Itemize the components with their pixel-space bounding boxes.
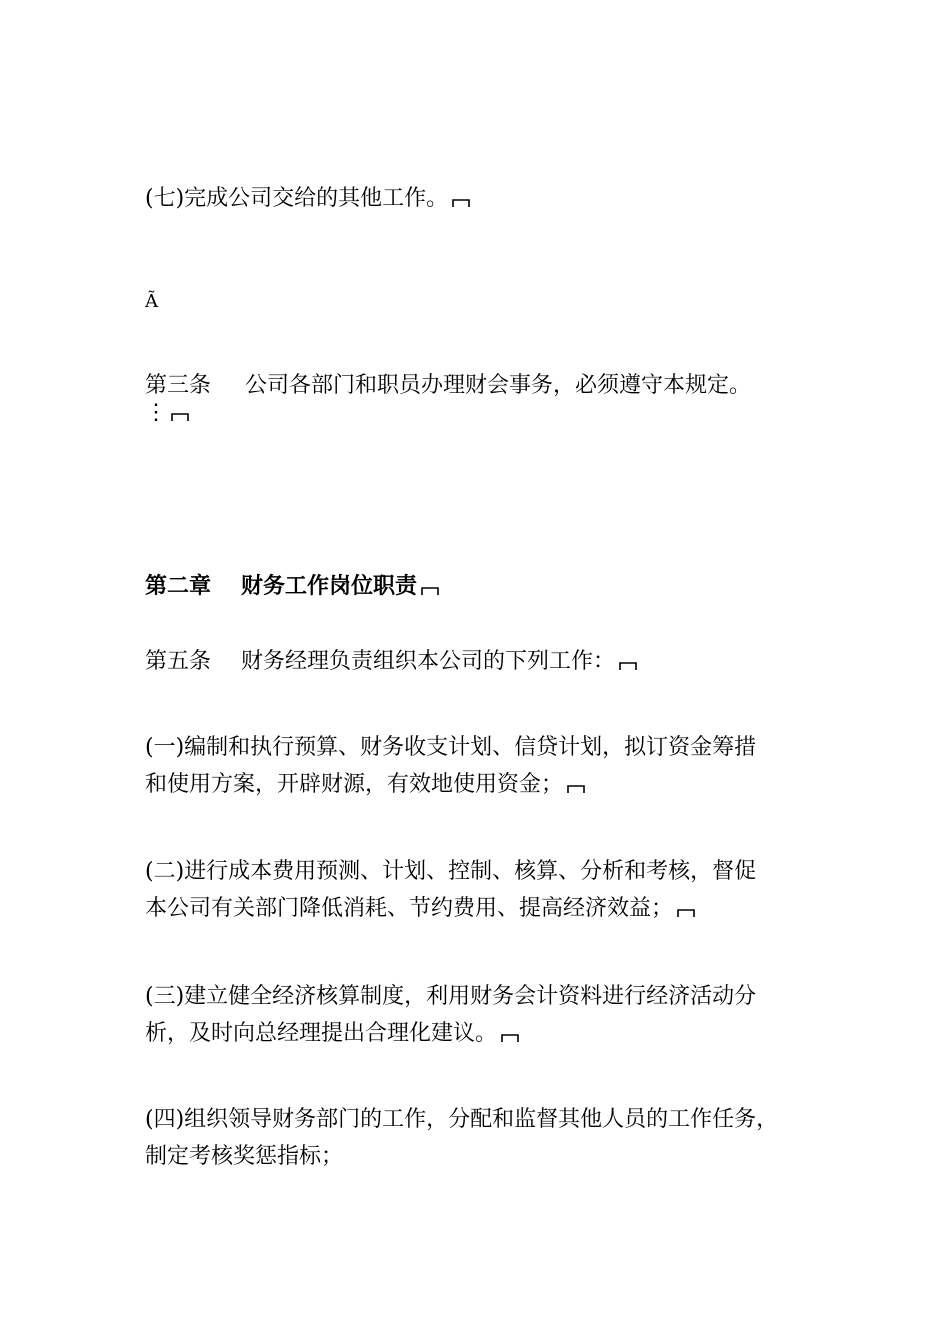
item-one-line-1 — [145, 735, 756, 761]
item-one-line-2 — [145, 772, 585, 798]
item-text: 制定考核奖惩指标； — [145, 1144, 344, 1169]
paragraph-mark-icon — [501, 1032, 519, 1042]
paragraph-mark-icon — [567, 783, 585, 793]
paragraph-mark-icon — [421, 585, 439, 595]
item-three-line-1 — [145, 984, 756, 1010]
item-four-line-2 — [145, 1144, 343, 1170]
item-text: 析，及时向总经理提出合理化建议。 — [145, 1021, 498, 1046]
paragraph-mark-icon — [452, 197, 470, 207]
chapter-title: 财务工作岗位职责 — [241, 573, 418, 599]
paragraph-mark-icon — [677, 907, 695, 917]
article-number: 第三条 — [145, 373, 212, 398]
item-text: 和使用方案，开辟财源，有效地使用资金； — [145, 772, 564, 797]
paragraph-text: (七)完成公司交给的其他工作。 — [145, 186, 449, 211]
item-text: (二)进行成本费用预测、计划、控制、核算、分析和考核，督促 — [145, 859, 757, 884]
item-three-line-2 — [145, 1021, 519, 1047]
article-five — [145, 649, 637, 675]
paragraph-seven — [145, 186, 470, 212]
chapter-number: 第二章 — [145, 573, 212, 599]
article-text: 财务经理负责组织本公司的下列工作： — [241, 649, 616, 674]
stray-glyph-text: Ã — [145, 291, 158, 312]
stray-glyph — [145, 289, 158, 315]
item-two-line-1 — [145, 859, 756, 885]
article-text: 公司各部门和职员办理财会事务，必须遵守本规定。 — [245, 373, 752, 398]
item-text: (四)组织领导财务部门的工作，分配和监督其他人员的工作任务， — [145, 1107, 779, 1132]
paragraph-mark-icon — [171, 411, 189, 421]
article-three-marks — [145, 400, 189, 426]
ellipsis-text: ⋮ — [145, 400, 167, 425]
item-two-line-2 — [145, 896, 695, 922]
item-text: (一)编制和执行预算、财务收支计划、信贷计划，拟订资金筹措 — [145, 735, 757, 760]
paragraph-mark-icon — [619, 660, 637, 670]
item-text: (三)建立健全经济核算制度，利用财务会计资料进行经济活动分 — [145, 984, 757, 1009]
chapter-heading — [145, 573, 439, 599]
article-three — [145, 373, 751, 399]
article-number: 第五条 — [145, 649, 212, 674]
item-four-line-1 — [145, 1107, 778, 1133]
item-text: 本公司有关部门降低消耗、节约费用、提高经济效益； — [145, 896, 674, 921]
